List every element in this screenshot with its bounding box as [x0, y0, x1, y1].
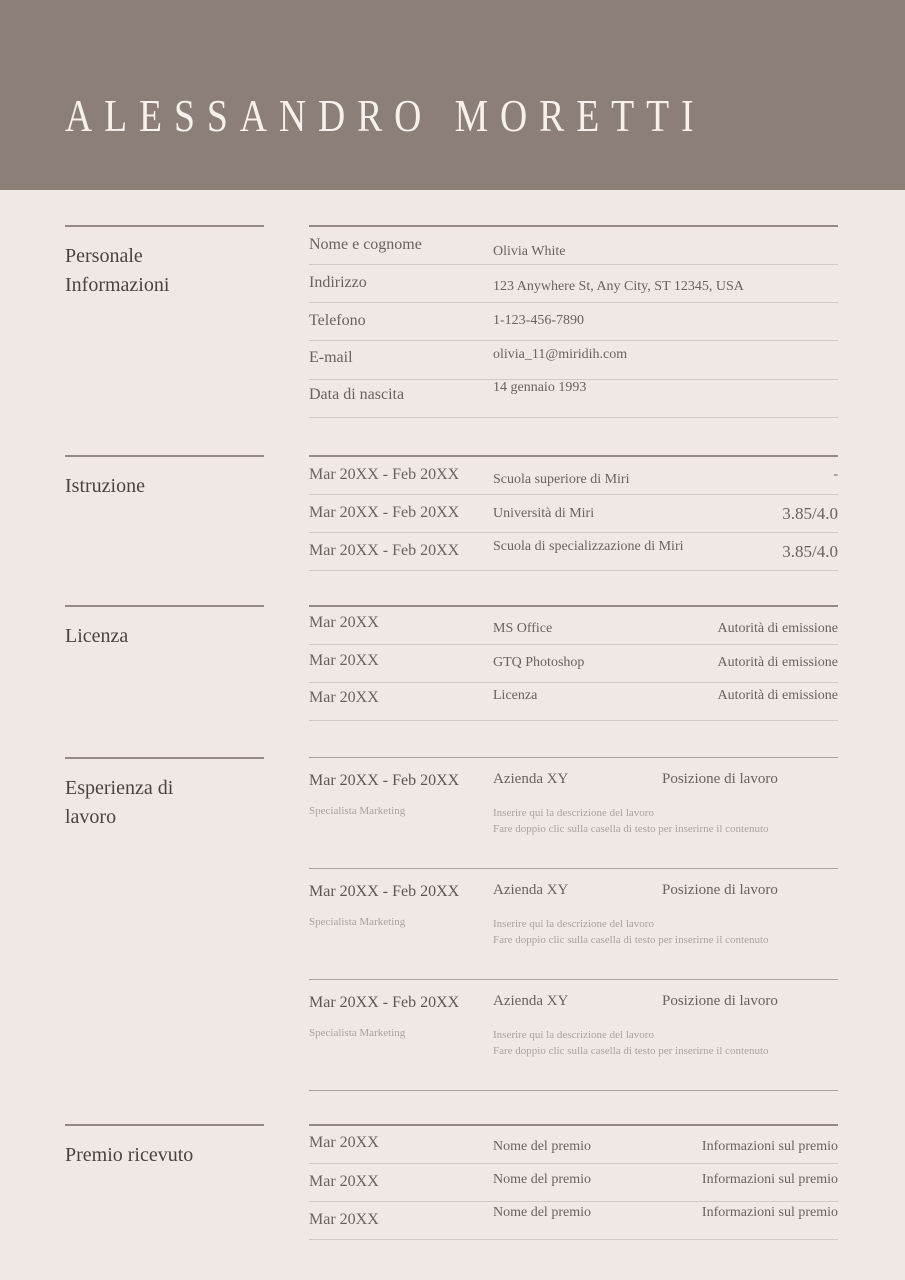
license-row: [309, 683, 838, 721]
license-date: Mar 20XX: [309, 652, 379, 669]
resume-header: [0, 0, 905, 190]
job-description-line: Fare doppio clic sulla casella di testo per inserirne il contenuto: [493, 1045, 769, 1057]
education-row: [309, 533, 838, 571]
job-position: Posizione di lavoro: [662, 882, 778, 898]
award-date: Mar 20XX: [309, 1134, 379, 1151]
education-grade: 3.85/4.0: [782, 542, 838, 561]
job-company: Azienda XY: [493, 993, 569, 1009]
section-title-personal: [65, 225, 264, 300]
award-name: Nome del premio: [493, 1205, 591, 1220]
education-school: Università di Miri: [493, 506, 595, 521]
education-period: Mar 20XX - Feb 20XX: [309, 504, 460, 521]
education-grade: -: [833, 467, 838, 482]
award-row: [309, 1164, 838, 1202]
award-date: Mar 20XX: [309, 1211, 379, 1228]
section-title-line: Esperienza di: [65, 777, 174, 799]
awards-table: [309, 1124, 838, 1240]
education-row: [309, 457, 838, 495]
award-date: Mar 20XX: [309, 1173, 379, 1190]
education-period: Mar 20XX - Feb 20XX: [309, 466, 460, 483]
license-date: Mar 20XX: [309, 614, 379, 631]
field-label: Telefono: [309, 312, 366, 329]
job-description-line: Inserire qui la descrizione del lavoro: [493, 1029, 654, 1041]
job-company: Azienda XY: [493, 771, 569, 787]
section-title-line: Informazioni: [65, 274, 170, 296]
job-role: Specialista Marketing: [309, 1027, 406, 1039]
job-description-line: Fare doppio clic sulla casella di testo per inserirne il contenuto: [493, 934, 769, 946]
license-issuer: Autorità di emissione: [717, 655, 838, 670]
field-label: Indirizzo: [309, 274, 367, 291]
job-description: [493, 1027, 769, 1059]
section-title-line: Personale: [65, 245, 143, 267]
job-period: Mar 20XX - Feb 20XX: [309, 883, 460, 900]
field-value: 14 gennaio 1993: [493, 380, 587, 395]
section-title-education: Istruzione: [65, 455, 264, 501]
section-title-experience: [65, 757, 264, 832]
job-entry: [309, 869, 838, 980]
license-name: MS Office: [493, 621, 553, 636]
job-description: [493, 805, 769, 837]
field-value: 123 Anywhere St, Any City, ST 12345, USA: [493, 279, 744, 294]
field-label: E-mail: [309, 349, 353, 366]
license-issuer: Autorità di emissione: [717, 688, 838, 703]
award-info: Informazioni sul premio: [701, 1172, 838, 1187]
license-issuer: Autorità di emissione: [717, 621, 838, 636]
license-name: GTQ Photoshop: [493, 655, 585, 670]
job-position: Posizione di lavoro: [662, 993, 778, 1009]
section-title-line: lavoro: [65, 806, 117, 828]
field-value: 1-123-456-7890: [493, 313, 584, 328]
job-description: [493, 916, 769, 948]
license-row: [309, 607, 838, 645]
education-grade: 3.85/4.0: [782, 504, 838, 523]
section-title-awards: Premio ricevuto: [65, 1124, 264, 1170]
field-value: Olivia White: [493, 244, 566, 259]
license-row: [309, 645, 838, 683]
award-row: [309, 1202, 838, 1240]
personal-row-birthdate: [309, 380, 838, 418]
personal-row-address: [309, 265, 838, 303]
field-value: olivia_11@miridih.com: [493, 347, 628, 362]
field-label: Nome e cognome: [309, 236, 422, 253]
award-name: Nome del premio: [493, 1172, 591, 1187]
job-description-line: Inserire qui la descrizione del lavoro: [493, 918, 654, 930]
job-period: Mar 20XX - Feb 20XX: [309, 994, 460, 1011]
job-company: Azienda XY: [493, 882, 569, 898]
job-position: Posizione di lavoro: [662, 771, 778, 787]
personal-row-phone: [309, 303, 838, 341]
education-table: [309, 455, 838, 571]
license-name: Licenza: [493, 688, 538, 703]
job-description-line: Fare doppio clic sulla casella di testo per inserirne il contenuto: [493, 823, 769, 835]
job-role: Specialista Marketing: [309, 805, 406, 817]
job-role: Specialista Marketing: [309, 916, 406, 928]
personal-row-email: [309, 341, 838, 380]
personal-info-table: [309, 225, 838, 418]
job-entry: [309, 758, 838, 869]
award-info: Informazioni sul premio: [701, 1205, 838, 1220]
section-title-license: Licenza: [65, 605, 264, 651]
experience-list: [309, 757, 838, 1091]
education-period: Mar 20XX - Feb 20XX: [309, 542, 460, 559]
job-period: Mar 20XX - Feb 20XX: [309, 772, 460, 789]
award-name: Nome del premio: [493, 1139, 591, 1154]
award-info: Informazioni sul premio: [701, 1139, 838, 1154]
education-school: Scuola superiore di Miri: [493, 472, 630, 487]
candidate-name: ALESSANDRO MORETTI: [65, 90, 706, 141]
job-entry: [309, 980, 838, 1091]
license-date: Mar 20XX: [309, 689, 379, 706]
license-table: [309, 605, 838, 721]
education-row: [309, 495, 838, 533]
award-row: [309, 1126, 838, 1164]
education-school: Scuola di specializzazione di Miri: [493, 539, 684, 554]
field-label: Data di nascita: [309, 386, 405, 403]
personal-row-name: [309, 227, 838, 265]
job-description-line: Inserire qui la descrizione del lavoro: [493, 807, 654, 819]
